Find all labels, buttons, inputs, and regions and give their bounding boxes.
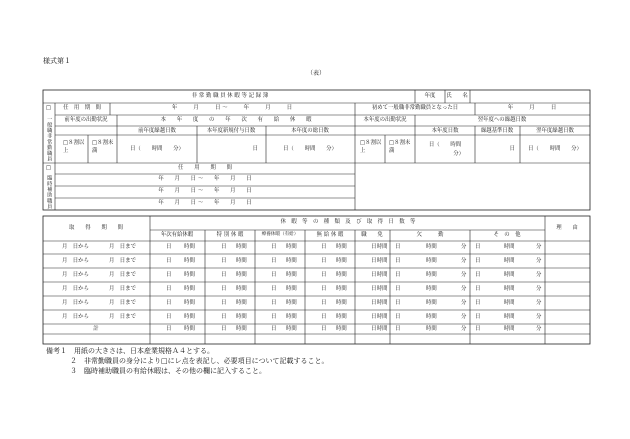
cell-hours[interactable]: 時間 — [426, 244, 437, 250]
this-under-80-checkbox[interactable]: □８割未満 — [389, 140, 411, 155]
cell-minutes[interactable]: 分 — [461, 300, 467, 306]
cell-hours[interactable]: 時間 — [236, 326, 247, 332]
cell-hours[interactable]: 時間 — [236, 244, 247, 250]
cell-minutes[interactable]: 分 — [536, 314, 542, 320]
temp-term-row[interactable]: 年 月 日 ～ 年 月 日 — [158, 176, 252, 182]
col-unpaid: 無 給 休 暇 — [316, 232, 344, 238]
next-carry-days-label: 翌年度繰越日数 — [536, 128, 574, 134]
cell-hours[interactable]: 時間 — [336, 326, 347, 332]
col-annual-paid: 年次有給休暇 — [160, 232, 194, 238]
cell-day[interactable]: 日 — [395, 300, 401, 306]
period-from[interactable]: 月 日から — [62, 300, 89, 306]
cell-hours[interactable]: 時間 — [503, 326, 515, 332]
cell-hours[interactable]: 時間 — [184, 300, 195, 306]
cell-minutes[interactable]: 分 — [461, 286, 467, 292]
cell-hours[interactable]: 時間 — [426, 286, 437, 292]
cell-day[interactable]: 日 — [475, 300, 481, 306]
period-from[interactable]: 月 日から — [62, 314, 89, 320]
prev-attendance-label: 前年度の出勤状況 — [64, 117, 108, 123]
note-3: ３ 臨時補助職員の有給休暇は、その他の欄に記入すること。 — [70, 367, 266, 375]
cell-day[interactable]: 日 — [395, 314, 401, 320]
temp-term-row[interactable]: 年 月 日 ～ 年 月 日 — [158, 188, 252, 194]
cell-hours[interactable]: 時間 — [184, 314, 195, 320]
cell-hours[interactable]: 時間 — [286, 326, 297, 332]
cell-minutes[interactable]: 分 — [536, 326, 542, 332]
cell-minutes[interactable]: 分 — [461, 326, 467, 332]
cell-hours[interactable]: 時間 — [286, 244, 297, 250]
cell-day[interactable]: 日 — [221, 286, 227, 292]
cell-day[interactable]: 日 — [321, 286, 327, 292]
cell-day[interactable]: 日 — [166, 314, 172, 320]
cell-hours[interactable]: 時間 — [376, 244, 388, 250]
cell-minutes[interactable]: 分 — [536, 286, 542, 292]
cell-day[interactable]: 日 — [321, 244, 327, 250]
cell-hours[interactable]: 時間 — [184, 244, 195, 250]
col-special: 特 別 休 暇 — [216, 232, 244, 238]
annual-leave-label: 本 年 度 の 年 次 有 給 休 暇 — [160, 117, 312, 123]
cell-day[interactable]: 日 — [221, 258, 227, 264]
cell-hours[interactable]: 時間 — [286, 286, 297, 292]
cell-day[interactable]: 日 — [475, 272, 481, 278]
form-title: 非 常 勤 職 員 休 暇 等 記 録 簿 — [191, 93, 269, 99]
cell-minutes[interactable]: 分 — [536, 300, 542, 306]
cell-minutes[interactable]: 分 — [536, 258, 542, 264]
cell-day[interactable]: 日 — [371, 300, 377, 306]
cell-day[interactable]: 日 — [475, 326, 481, 332]
next-carry-days-value[interactable]: 日（ 時間 分） — [528, 146, 582, 152]
cell-hours[interactable]: 時間 — [426, 314, 437, 320]
cell-day[interactable]: 日 — [371, 314, 377, 320]
carry-in-value[interactable]: 日（ 時間 分） — [130, 146, 184, 152]
cell-hours[interactable]: 時間 — [236, 272, 247, 278]
total-days-value[interactable]: 日（ 時間 分） — [283, 146, 337, 152]
cell-minutes[interactable]: 分 — [461, 244, 467, 250]
prev-over-80-checkbox[interactable]: □８割以上 — [63, 140, 85, 155]
cell-day[interactable]: 日 — [395, 244, 401, 250]
cell-hours[interactable]: 時間 — [336, 272, 347, 278]
cell-hours[interactable]: 時間 — [236, 286, 247, 292]
cell-hours[interactable]: 時間 — [236, 314, 247, 320]
cell-hours[interactable]: 時間 — [236, 258, 247, 264]
cell-day[interactable]: 日 — [475, 286, 481, 292]
cell-day[interactable]: 日 — [395, 258, 401, 264]
cell-hours[interactable]: 時間 — [236, 300, 247, 306]
cell-day[interactable]: 日 — [321, 326, 327, 332]
temp-term-row[interactable]: 年 月 日 ～ 年 月 日 — [158, 200, 252, 206]
cell-hours[interactable]: 時間 — [286, 300, 297, 306]
cell-day[interactable]: 日 — [395, 272, 401, 278]
carry-basis-label: 繰越基準日数 — [480, 128, 514, 134]
cell-day[interactable]: 日 — [221, 244, 227, 250]
carry-basis-value[interactable]: 日 — [509, 146, 515, 152]
cell-day[interactable]: 日 — [475, 314, 481, 320]
this-year-days-value[interactable]: 日（ 時間 — [428, 142, 462, 148]
cell-minutes[interactable]: 分 — [461, 314, 467, 320]
cell-minutes[interactable]: 分 — [461, 258, 467, 264]
cell-hours[interactable]: 時間 — [184, 326, 195, 332]
this-year-days-value-minutes: 分） — [453, 151, 464, 157]
period-to[interactable]: 月 日まで — [109, 258, 136, 264]
cell-day[interactable]: 日 — [371, 286, 377, 292]
cell-hours[interactable]: 時間 — [503, 314, 515, 320]
cell-hours[interactable]: 時間 — [503, 244, 515, 250]
cell-hours[interactable]: 時間 — [184, 286, 195, 292]
cell-hours[interactable]: 時間 — [376, 286, 388, 292]
cell-hours[interactable]: 時間 — [376, 326, 388, 332]
col-exemption: 職 免 — [361, 232, 383, 238]
temp-term-label: 任 用 期 間 — [178, 165, 232, 171]
cell-day[interactable]: 日 — [271, 300, 277, 306]
cell-day[interactable]: 日 — [321, 272, 327, 278]
cell-day[interactable]: 日 — [371, 272, 377, 278]
cell-day[interactable]: 日 — [271, 258, 277, 264]
col-other: そ の 他 — [493, 232, 521, 238]
cell-day[interactable]: 日 — [271, 326, 277, 332]
cell-hours[interactable]: 時間 — [376, 272, 388, 278]
regular-term-value[interactable]: 年 月 日 ～ 年 月 日 — [171, 105, 293, 111]
period-from[interactable]: 月 日から — [62, 244, 89, 250]
cell-hours[interactable]: 時間 — [376, 300, 388, 306]
name-label: 氏 名 — [446, 93, 468, 99]
cell-hours[interactable]: 時間 — [503, 300, 515, 306]
cell-day[interactable]: 日 — [221, 326, 227, 332]
form-side-label: （表） — [306, 70, 326, 77]
cell-hours[interactable]: 時間 — [426, 272, 437, 278]
carry-in-label: 前年度繰越日数 — [138, 128, 176, 134]
first-time-value[interactable]: 年 月 日 — [507, 105, 557, 111]
total-days-label: 本年度の総日数 — [291, 128, 329, 134]
cell-day[interactable]: 日 — [395, 326, 401, 332]
cell-hours[interactable]: 時間 — [503, 286, 515, 292]
cell-hours[interactable]: 時間 — [336, 300, 347, 306]
cell-hours[interactable]: 時間 — [426, 300, 437, 306]
note-1: 備考１ 用紙の大きさは、日本産業規格Ａ４とする。 — [46, 347, 214, 355]
this-over-80-checkbox[interactable]: □８割以上 — [360, 140, 382, 155]
name-field[interactable] — [471, 91, 589, 102]
cell-hours[interactable]: 時間 — [286, 272, 297, 278]
cell-hours[interactable]: 時間 — [503, 272, 515, 278]
temp-checkbox[interactable]: □ — [46, 165, 52, 171]
this-year-days-label: 本年度日数 — [431, 128, 459, 134]
cell-hours[interactable]: 時間 — [503, 258, 515, 264]
period-from[interactable]: 月 日から — [62, 272, 89, 278]
cell-hours[interactable]: 時間 — [426, 326, 437, 332]
cell-day[interactable]: 日 — [221, 272, 227, 278]
cell-hours[interactable]: 時間 — [286, 258, 297, 264]
cell-hours[interactable]: 時間 — [336, 258, 347, 264]
period-header: 取 得 期 間 — [69, 225, 123, 231]
col-medical: 療養休暇（有給） — [261, 232, 299, 237]
cell-hours[interactable]: 時間 — [336, 314, 347, 320]
cell-day[interactable]: 日 — [371, 258, 377, 264]
new-grant-label: 本年度新規付与日数 — [206, 128, 256, 134]
cell-hours[interactable]: 時間 — [376, 314, 388, 320]
new-grant-value[interactable]: 日 — [252, 146, 258, 152]
cell-day[interactable]: 日 — [166, 244, 172, 250]
cell-day[interactable]: 日 — [221, 314, 227, 320]
cell-day[interactable]: 日 — [371, 244, 377, 250]
form-number: 様式第１ — [43, 57, 71, 65]
cell-hours[interactable]: 時間 — [336, 244, 347, 250]
col-absence: 欠 勤 — [416, 232, 444, 238]
total-label: 計 — [93, 326, 99, 332]
cell-day[interactable]: 日 — [395, 286, 401, 292]
cell-hours[interactable]: 時間 — [184, 272, 195, 278]
this-attendance-label: 本年度の出勤状況 — [363, 117, 407, 123]
reason-header: 理 由 — [556, 225, 578, 231]
cell-hours[interactable]: 時間 — [286, 314, 297, 320]
cell-day[interactable]: 日 — [371, 326, 377, 332]
period-from[interactable]: 月 日から — [62, 258, 89, 264]
cell-day[interactable]: 日 — [221, 300, 227, 306]
leave-types-header: 休 暇 等 の 種 類 及 び 取 得 日 数 等 — [280, 219, 416, 225]
period-to[interactable]: 月 日まで — [109, 244, 136, 250]
cell-day[interactable]: 日 — [166, 286, 172, 292]
cell-day[interactable]: 日 — [475, 258, 481, 264]
cell-day[interactable]: 日 — [166, 272, 172, 278]
cell-day[interactable]: 日 — [271, 244, 277, 250]
cell-day[interactable]: 日 — [321, 300, 327, 306]
cell-day[interactable]: 日 — [271, 314, 277, 320]
cell-day[interactable]: 日 — [271, 272, 277, 278]
period-to[interactable]: 月 日まで — [109, 300, 136, 306]
cell-day[interactable]: 日 — [271, 286, 277, 292]
regular-term-label: 任 用 期 間 — [63, 105, 101, 111]
first-time-label: 初めて一般職非常勤職員となった日 — [371, 105, 459, 111]
cell-day[interactable]: 日 — [321, 258, 327, 264]
prev-under-80-checkbox[interactable]: □８割未満 — [92, 140, 114, 155]
next-carry-label: 翌年度への繰越日数 — [477, 117, 527, 123]
cell-hours[interactable]: 時間 — [426, 258, 437, 264]
cell-day[interactable]: 日 — [166, 300, 172, 306]
cell-day[interactable]: 日 — [475, 244, 481, 250]
cell-minutes[interactable]: 分 — [536, 272, 542, 278]
regular-vertical-label: 一般職非常勤職員 — [46, 116, 53, 162]
cell-day[interactable]: 日 — [321, 314, 327, 320]
cell-hours[interactable]: 時間 — [184, 258, 195, 264]
period-to[interactable]: 月 日まで — [109, 314, 136, 320]
year-label: 年度 — [424, 93, 436, 99]
cell-minutes[interactable]: 分 — [461, 272, 467, 278]
regular-checkbox[interactable]: □ — [46, 105, 52, 111]
cell-day[interactable]: 日 — [166, 258, 172, 264]
period-to[interactable]: 月 日まで — [109, 272, 136, 278]
period-from[interactable]: 月 日から — [62, 286, 89, 292]
period-to[interactable]: 月 日まで — [109, 286, 136, 292]
cell-day[interactable]: 日 — [166, 326, 172, 332]
cell-hours[interactable]: 時間 — [336, 286, 347, 292]
note-2: ２ 非常勤職員の身分により□にレ点を表記し、必要項目について記載すること。 — [70, 357, 329, 365]
cell-hours[interactable]: 時間 — [376, 258, 388, 264]
temp-vertical-label: 臨時補助職員 — [46, 175, 53, 210]
cell-minutes[interactable]: 分 — [536, 244, 542, 250]
